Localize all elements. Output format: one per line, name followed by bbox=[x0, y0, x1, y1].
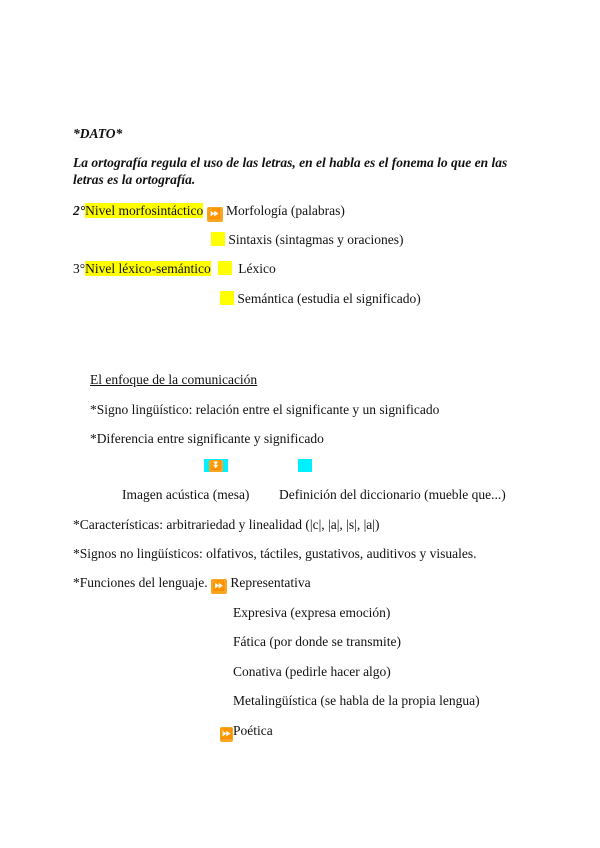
function-item: Expresiva (expresa emoción) bbox=[233, 605, 391, 620]
fast-forward-icon: ⏩ bbox=[212, 581, 226, 592]
level2-subrow bbox=[211, 231, 403, 248]
communication-heading: El enfoque de la comunicación bbox=[90, 372, 258, 387]
functions-row bbox=[73, 574, 311, 594]
dictionary-definition-label: Definición del diccionario (mueble que...) bbox=[279, 487, 506, 502]
image-acoustic-label: Imagen acústica (mesa) bbox=[122, 487, 250, 502]
statement-line-1: La ortografía regula el uso de las letras, en el habla es el fonema lo que en las bbox=[73, 155, 508, 170]
level2-label: Nivel morfosintáctico bbox=[85, 203, 204, 218]
level3-label: Nivel léxico-semántico bbox=[85, 261, 211, 276]
sign-definition: *Signo lingüístico: relación entre el significante y un significado bbox=[90, 402, 440, 417]
fast-forward-icon: ⏩ bbox=[220, 729, 233, 740]
statement-line-2: letras es la ortografía. bbox=[73, 172, 196, 187]
highlight-box bbox=[220, 291, 234, 305]
dato-heading: *DATO* bbox=[73, 126, 123, 141]
non-linguistic-line: *Signos no lingüísticos: olfativos, táctiles, gustativos, auditivos y visuales. bbox=[73, 546, 477, 561]
level2-prefix: 2° bbox=[73, 203, 86, 218]
level2-row bbox=[73, 202, 345, 222]
level3-item-semantica: Semántica (estudia el significado) bbox=[237, 291, 421, 306]
level3-row bbox=[73, 260, 276, 277]
function-item: Metalingüística (se habla de la propia lengua) bbox=[233, 693, 480, 708]
characteristics-line: *Características: arbitrariedad y linealidad (|c|, |a|, |s|, |a|) bbox=[73, 517, 380, 532]
level3-subrow bbox=[220, 290, 421, 307]
difference-line: *Diferencia entre significante y significado bbox=[90, 431, 324, 446]
level3-prefix: 3° bbox=[73, 261, 86, 276]
functions-label: *Funciones del lenguaje. bbox=[73, 575, 208, 590]
fast-down-icon: ⏬ bbox=[210, 461, 222, 471]
function-item: Representativa bbox=[230, 575, 311, 590]
function-item-poetica-row bbox=[220, 722, 273, 742]
level2-item-sintaxis: Sintaxis (sintagmas y oraciones) bbox=[228, 232, 404, 247]
highlight-box bbox=[211, 232, 225, 246]
level2-item-morfologia: Morfología (palabras) bbox=[226, 203, 345, 218]
function-item: Fática (por donde se transmite) bbox=[233, 634, 401, 649]
function-item: Poética bbox=[233, 723, 273, 738]
fast-forward-icon: ⏩ bbox=[208, 209, 221, 220]
cyan-highlight-right bbox=[298, 459, 312, 472]
function-item: Conativa (pedirle hacer algo) bbox=[233, 664, 391, 679]
level3-item-lexico: Léxico bbox=[238, 261, 276, 276]
highlight-box bbox=[218, 261, 232, 275]
